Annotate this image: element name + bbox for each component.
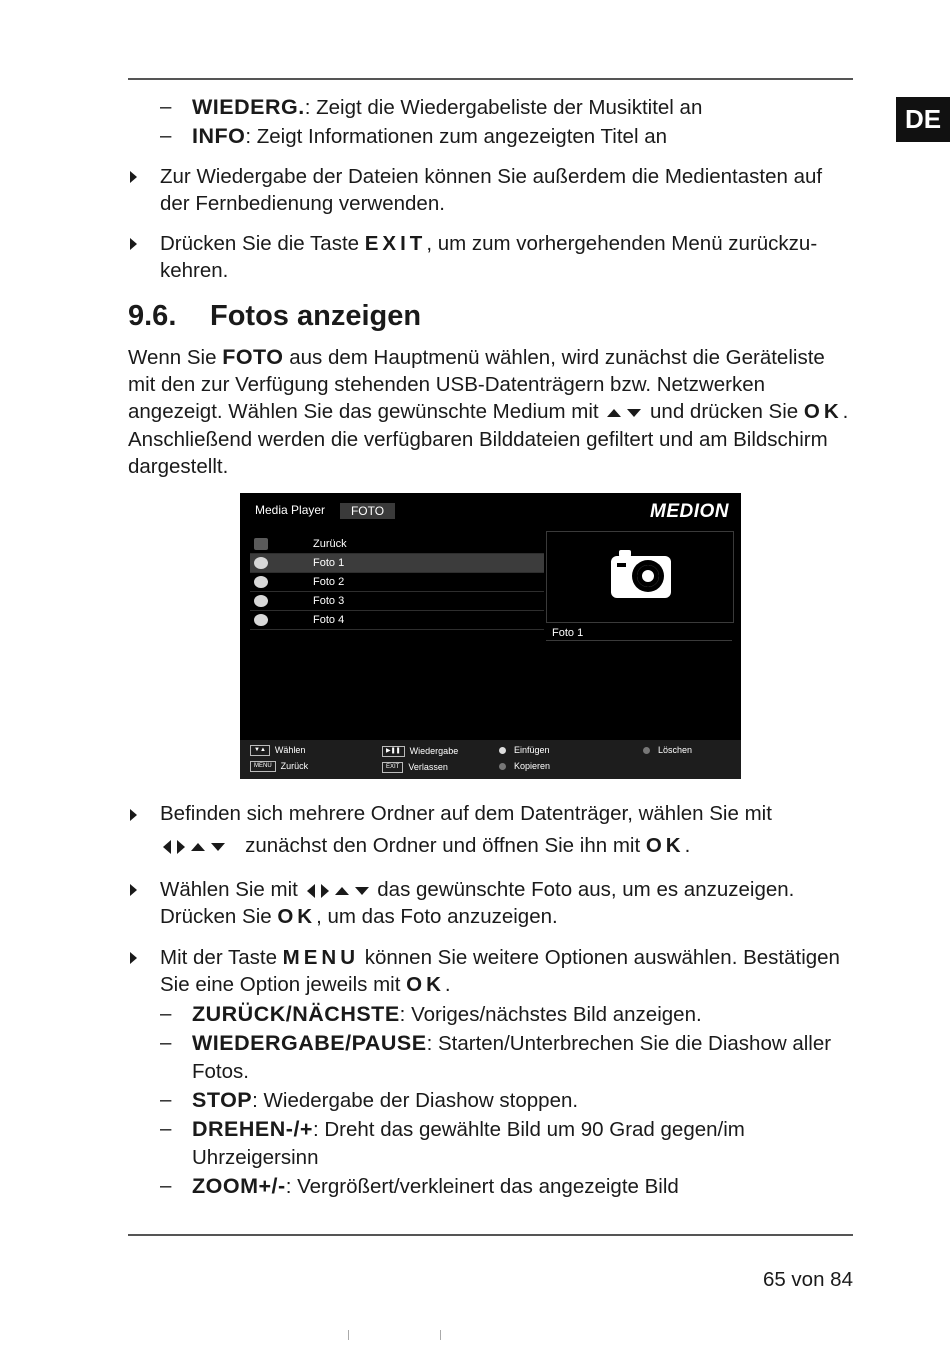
photo-icon	[254, 576, 268, 588]
bullet-item	[128, 798, 853, 862]
scan-mark	[440, 1330, 441, 1340]
camera-flash	[617, 563, 626, 567]
bullet-item	[128, 230, 853, 284]
list-item-label: Foto 2	[313, 576, 345, 588]
menu-key: MENU	[250, 761, 276, 772]
help-label: Einfügen	[514, 745, 550, 755]
scan-mark	[348, 1330, 349, 1340]
item-description: : Dreht das gewählte Bild um 90 Grad gegen/im Uhrzeigersinn	[192, 1118, 745, 1169]
bullet-arrow-icon	[130, 238, 137, 250]
tab-foto: FOTO	[340, 503, 395, 519]
list-item	[250, 592, 544, 611]
bullet-arrow-icon	[130, 171, 137, 183]
text-part: aus dem Hauptmenü wählen, wird zunächst die Geräteliste mit den zur Verfügung stehenden USB-Datenträgern bzw. Netzwerken angezeigt. Wählen Sie das gewünschte Medium mit	[128, 346, 825, 424]
list-item-label: Foto 1	[313, 557, 345, 569]
section-heading	[128, 300, 421, 333]
bullet-item	[128, 163, 853, 217]
app-title: Media Player	[255, 503, 326, 517]
keyword: ZOOM+/-	[192, 1174, 286, 1198]
list-item	[250, 573, 544, 592]
arrow-left-icon	[307, 884, 315, 898]
bullet-arrow-icon	[130, 809, 137, 821]
bullet-text: Zur Wiedergabe der Dateien können Sie außerdem die Medientasten auf der Fernbedienung verwenden.	[160, 165, 823, 215]
keyword: FOTO	[222, 345, 284, 369]
help-copy	[499, 761, 550, 771]
arrow-up-icon	[191, 843, 205, 851]
file-list	[250, 535, 544, 630]
item-description: : Zeigt Informationen zum angezeigten Titel an	[245, 125, 667, 148]
help-label: Wiedergabe	[409, 746, 459, 756]
color-dot-icon	[499, 763, 506, 770]
language-tab: DE	[896, 97, 950, 142]
item-text	[192, 1172, 679, 1201]
item-description: : Wiedergabe der Diashow stoppen.	[252, 1089, 579, 1112]
text-part: , um zum vorhergehenden Menü zurückzu- kehren.	[160, 232, 818, 282]
help-label: Kopieren	[514, 761, 551, 771]
item-text	[192, 1115, 842, 1172]
bullet-text	[160, 798, 853, 862]
item-description: : Voriges/nächstes Bild anzeigen.	[399, 1003, 702, 1026]
text-part: und drücken Sie	[650, 400, 804, 424]
key-label: OK	[803, 400, 843, 424]
list-item	[250, 535, 544, 554]
dash: –	[160, 1088, 172, 1111]
list-item-label: Foto 3	[313, 595, 345, 607]
back-icon	[254, 538, 268, 550]
bullet-text	[160, 230, 853, 284]
dash: –	[160, 1117, 172, 1140]
color-dot-icon	[643, 747, 650, 754]
item-text	[192, 122, 667, 151]
text-part: Drücken Sie	[160, 905, 278, 928]
dash: –	[160, 95, 172, 118]
play-pause-icon: ▶❚❚	[382, 746, 405, 757]
help-play	[382, 746, 458, 757]
keyword: WIEDERG.	[192, 95, 305, 119]
text-part: Wenn Sie	[128, 346, 223, 369]
photo-icon	[254, 595, 268, 607]
help-select	[250, 745, 305, 756]
help-label: Löschen	[658, 745, 693, 755]
bullet-item	[128, 876, 853, 930]
arrow-right-icon	[177, 840, 185, 854]
dash: –	[160, 1174, 172, 1197]
preview-panel	[546, 531, 734, 623]
item-description: : Zeigt die Wiedergabeliste der Musiktitel an	[304, 96, 703, 119]
text-part: Befinden sich mehrere Ordner auf dem Datenträger, wählen Sie mit	[160, 802, 772, 825]
help-label: Wählen	[274, 745, 306, 755]
text-part: das gewünschte Foto aus, um es anzuzeigen.	[377, 878, 795, 901]
color-dot-icon	[499, 747, 506, 754]
text-part: können Sie weitere Optionen auswählen. Bestätigen Sie eine Option jeweils mit	[160, 946, 840, 996]
item-description: : Vergrößert/verkleinert das angezeigte Bild	[285, 1175, 679, 1198]
intro-paragraph	[128, 344, 853, 480]
exit-key: EXIT	[382, 762, 403, 773]
section-number: 9.6.	[128, 300, 177, 332]
bullet-text	[160, 876, 853, 930]
text-part: . Anschließend werden die verfügbaren Bilddateien gefiltert und am Bildschirm dargestellt.	[128, 400, 849, 478]
top-rule	[128, 78, 853, 80]
item-text	[192, 1029, 842, 1086]
item-description: : Starten/Unterbrechen Sie die Diashow aller Fotos.	[192, 1032, 832, 1083]
arrow-up-icon	[607, 409, 621, 417]
keyword: INFO	[192, 124, 246, 148]
key-label: OK	[406, 973, 445, 996]
arrow-left-icon	[163, 840, 171, 854]
keyword: ZURÜCK/NÄCHSTE	[192, 1002, 400, 1026]
arrow-right-icon	[321, 884, 329, 898]
list-item	[250, 611, 544, 630]
page-number: 65 von 84	[762, 1268, 853, 1291]
keyword: DREHEN-/+	[192, 1117, 313, 1141]
arrow-down-icon	[211, 843, 225, 851]
key-label: OK	[645, 834, 685, 857]
text-part: .	[444, 973, 451, 996]
keyword: WIEDERGABE/PAUSE	[192, 1031, 427, 1055]
help-exit	[382, 762, 448, 773]
camera-icon	[611, 556, 671, 598]
text-part: Drücken Sie die Taste	[160, 232, 365, 255]
camera-lens	[632, 560, 664, 592]
help-insert	[499, 745, 550, 755]
item-text	[192, 1000, 702, 1029]
item-text	[192, 1086, 578, 1115]
arrow-down-icon	[627, 409, 641, 417]
photo-icon	[254, 614, 268, 626]
key-label: MENU	[282, 946, 360, 969]
dash: –	[160, 124, 172, 147]
help-label: Verlassen	[408, 762, 448, 772]
text-part: zunächst den Ordner und öffnen Sie ihn mit	[245, 834, 646, 857]
bullet-arrow-icon	[130, 952, 137, 964]
brand-logo: MEDION	[650, 501, 729, 522]
arrow-down-icon	[355, 887, 369, 895]
key-label: EXIT	[364, 232, 427, 255]
list-item-label: Zurück	[313, 538, 347, 550]
arrow-up-icon	[335, 887, 349, 895]
dash: –	[160, 1031, 172, 1054]
list-item	[250, 554, 544, 573]
section-title: Fotos anzeigen	[210, 300, 422, 332]
bullet-arrow-icon	[130, 884, 137, 896]
text-part: .	[684, 834, 691, 857]
preview-label: Foto 1	[546, 627, 732, 641]
bullet-item	[128, 944, 853, 998]
list-item-label: Foto 4	[313, 614, 345, 626]
arrow-keys-icon: ▼▲	[250, 745, 270, 756]
media-player-screenshot	[240, 493, 741, 779]
dash: –	[160, 1002, 172, 1025]
help-back	[250, 761, 308, 772]
bullet-text	[160, 944, 853, 998]
help-label: Zurück	[280, 761, 309, 771]
item-text	[192, 93, 702, 122]
key-label: OK	[277, 905, 317, 928]
bottom-rule	[128, 1234, 853, 1236]
photo-icon	[254, 557, 268, 569]
text-part: Mit der Taste	[160, 946, 283, 969]
text-part: Wählen Sie mit	[160, 878, 298, 901]
text-part: , um das Foto anzuzeigen.	[316, 905, 558, 928]
help-delete	[643, 745, 692, 755]
footer-help-bar	[240, 740, 741, 779]
keyword: STOP	[192, 1088, 253, 1112]
